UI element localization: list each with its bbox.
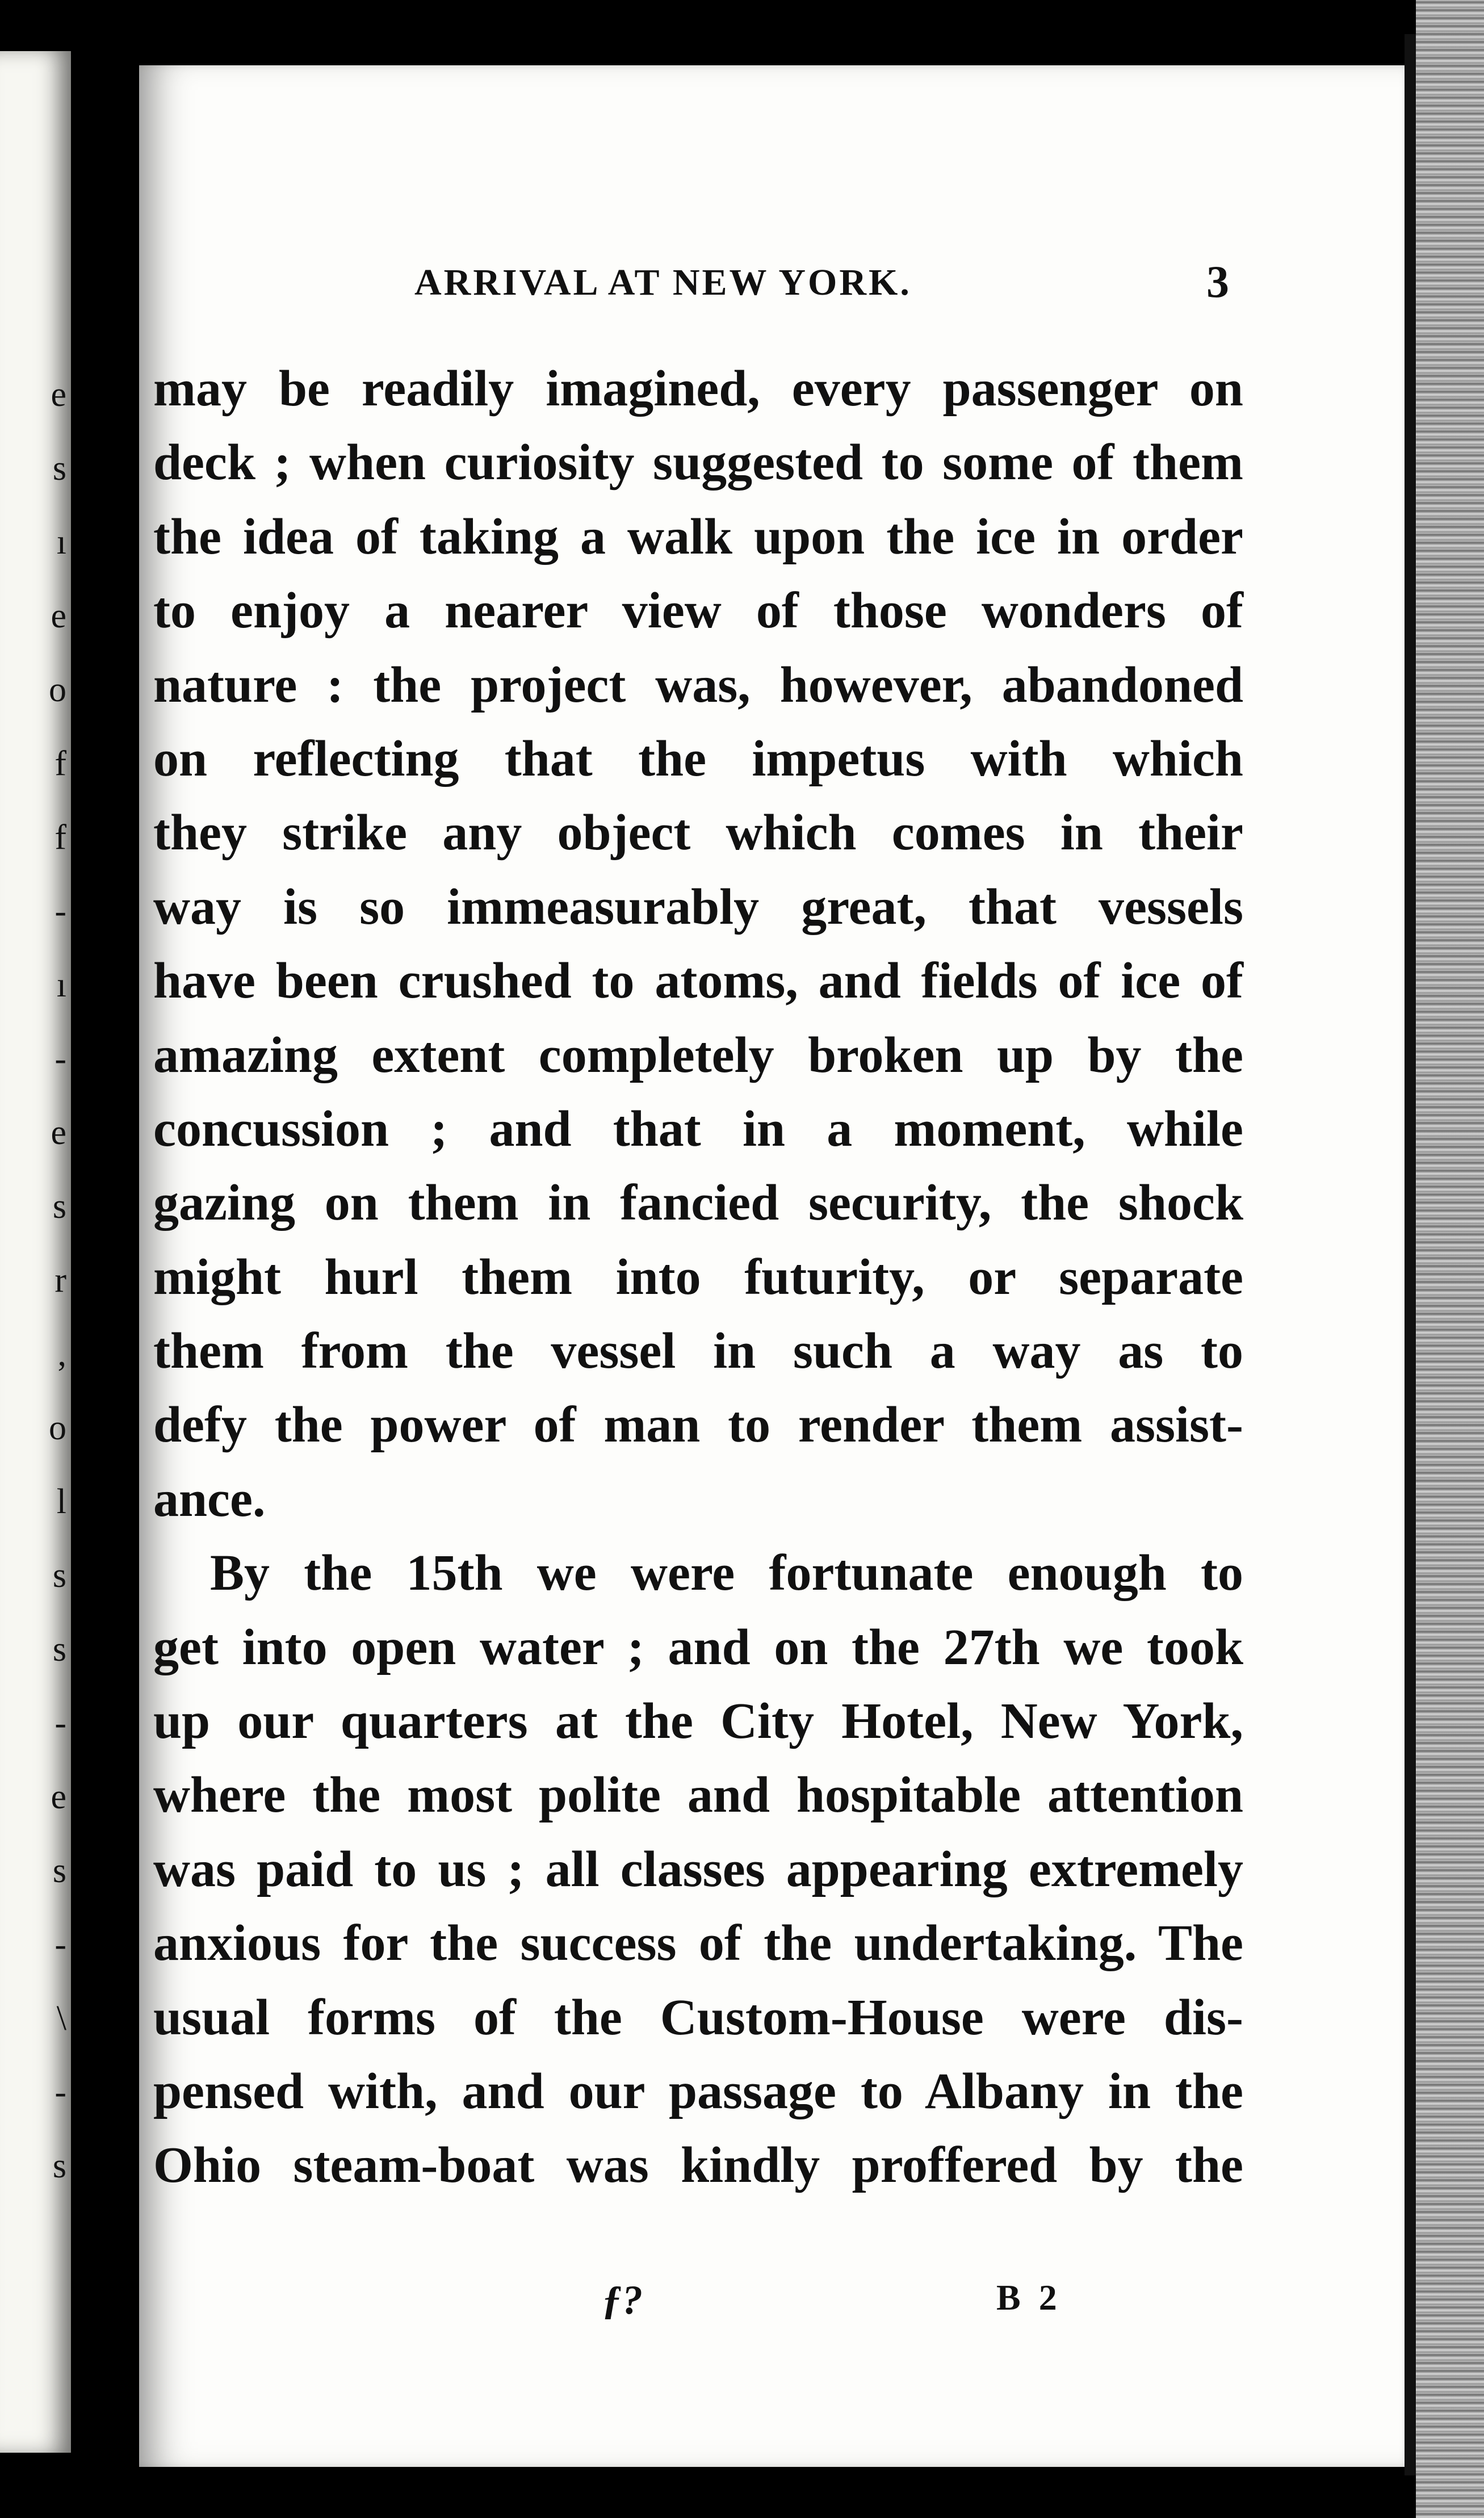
text-line: By the 15th we were fortunate enough to	[210, 1545, 1243, 1602]
previous-page-edge	[0, 51, 71, 2453]
text-line: amazing extent completely broken up by the	[153, 1027, 1243, 1083]
text-line: get into open water ; and on the 27th we took	[153, 1619, 1243, 1675]
text-line: where the most polite and hospitable attention	[153, 1767, 1243, 1824]
previous-page-characters: e s ı e o f f - ı - e s r , o l s s - e s - \ - s	[49, 375, 66, 2185]
body-text	[153, 352, 1243, 2203]
signature-mark: B 2	[996, 2277, 1062, 2318]
text-line: may be readily imagined, every passenger on	[153, 361, 1243, 417]
page-gutter-shadow	[1405, 34, 1416, 2475]
text-line: concussion ; and that in a moment, while	[153, 1100, 1243, 1157]
text-line: have been crushed to atoms, and fields of ice of	[153, 953, 1243, 1009]
text-line: to enjoy a nearer view of those wonders of	[153, 583, 1243, 639]
handwritten-mark: ƒ?	[602, 2277, 643, 2323]
text-line: they strike any object which comes in their	[153, 805, 1243, 861]
text-line: way is so immeasurably great, that vessels	[153, 878, 1243, 935]
page-number: 3	[1206, 257, 1229, 307]
text-line: deck ; when curiosity suggested to some of them	[153, 434, 1243, 491]
page-footer	[139, 2277, 1416, 2345]
text-line: pensed with, and our passage to Albany in the	[153, 2063, 1243, 2119]
text-line: them from the vessel in such a way as to	[153, 1323, 1243, 1380]
text-line: nature : the project was, however, abandoned	[153, 656, 1243, 713]
text-line: usual forms of the Custom-House were dis-	[153, 1989, 1243, 2046]
running-head: ARRIVAL AT NEW YORK.	[414, 262, 912, 303]
text-line: on reflecting that the impetus with which	[153, 730, 1243, 787]
text-line: anxious for the success of the undertaking. The	[153, 1915, 1243, 1972]
text-line: was paid to us ; all classes appearing extremely	[153, 1841, 1243, 1897]
text-line: might hurl them into futurity, or separate	[153, 1248, 1243, 1305]
text-line: the idea of taking a walk upon the ice in order	[153, 508, 1243, 565]
book-page	[139, 65, 1416, 2467]
text-line: up our quarters at the City Hotel, New York,	[153, 1693, 1243, 1750]
text-line: Ohio steam-boat was kindly proffered by the	[153, 2137, 1243, 2194]
text-line: defy the power of man to render them assist-	[153, 1397, 1243, 1453]
text-line: gazing on them in fancied security, the shock	[153, 1175, 1243, 1231]
text-line: ance.	[153, 1470, 266, 1527]
page-header	[139, 257, 1416, 312]
page-stack-edge	[1416, 0, 1484, 2518]
